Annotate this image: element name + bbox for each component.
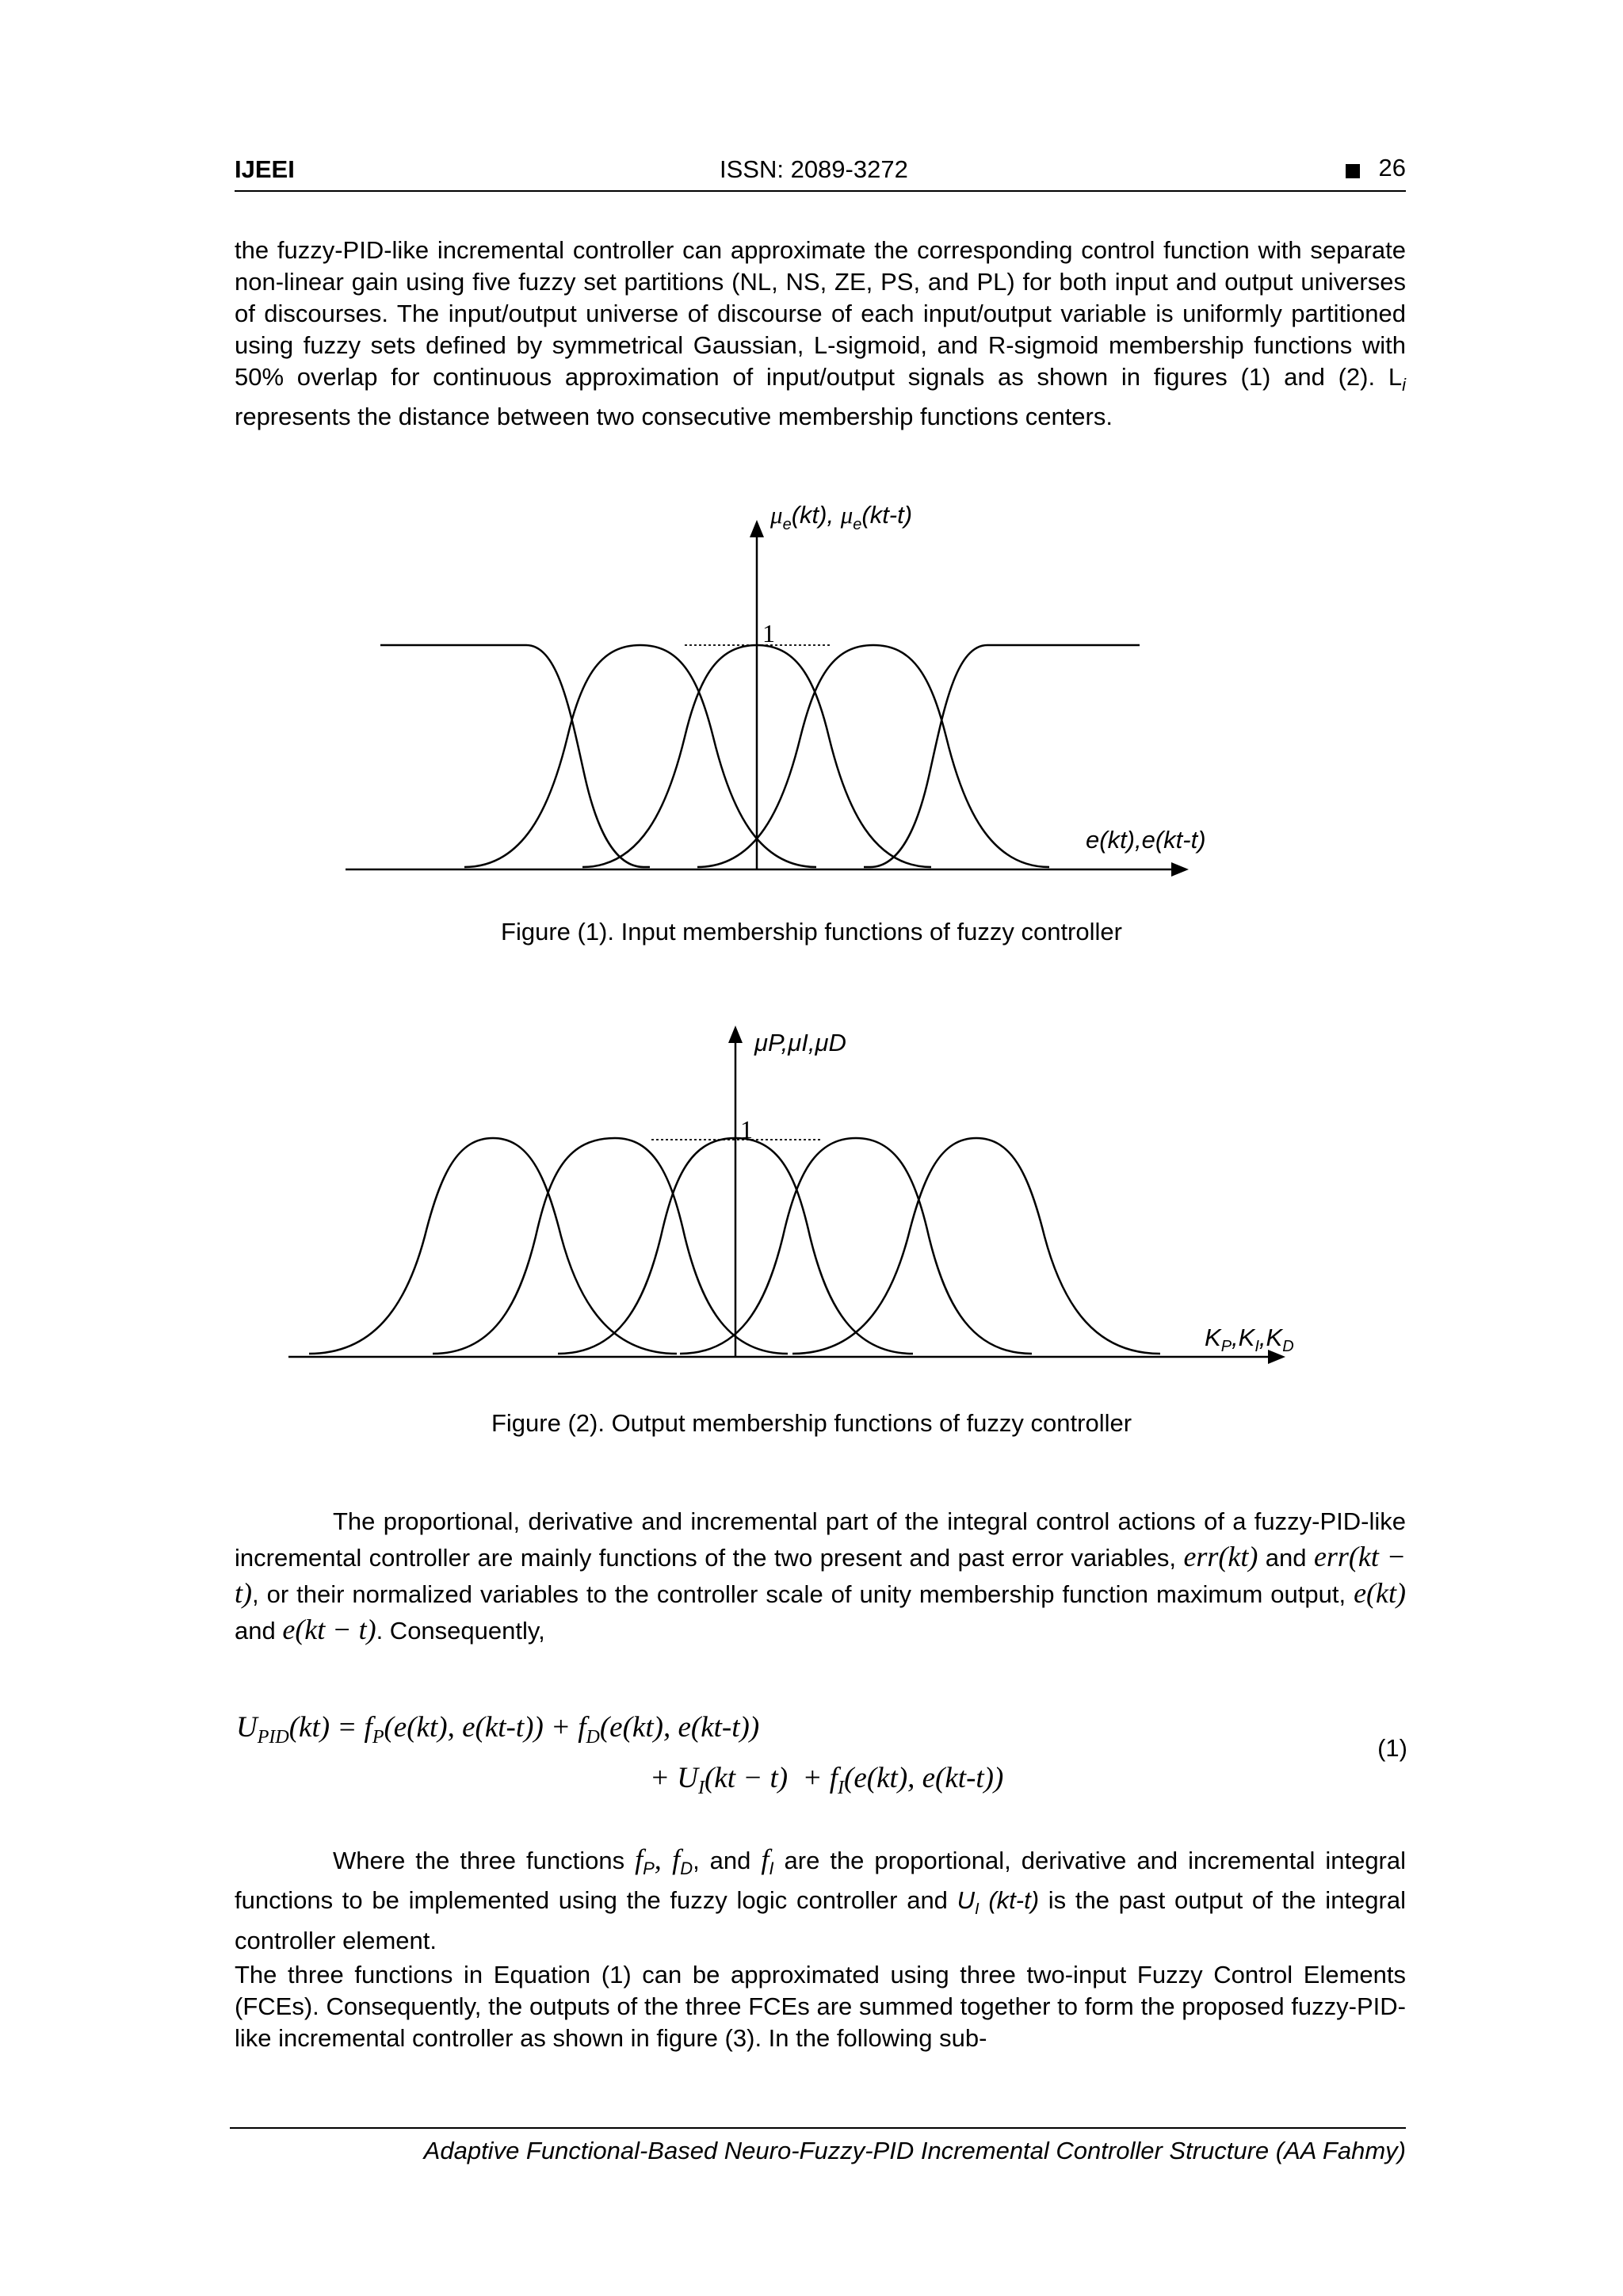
figure1-x-axis-label: e(kt),e(kt-t) — [1086, 826, 1206, 854]
para2-text4: and — [235, 1617, 283, 1645]
figure1-peak-label: 1 — [762, 619, 775, 648]
math-e-kt: e(kt) — [1354, 1577, 1406, 1609]
para3-text4: is the past output of the integral controller element. — [235, 1886, 1406, 1955]
intro-paragraph — [235, 235, 1406, 433]
figure1-caption: Figure (1). Input membership functions of fuzzy controller — [501, 918, 1122, 946]
equation-1-line1: $U_{PID}(kt) = f_P(e(kt)$, $e(kt-t)) + f_D(e(kt)$, e(kt-t)) — [236, 1711, 760, 1748]
math-fd-sub: D — [680, 1859, 693, 1879]
footer-title: Adaptive Functional-Based Neuro-Fuzzy-PID Incremental Controller Structure (AA Fahmy) — [423, 2137, 1406, 2164]
figure1-y-axis-label: $\mu_e(kt)$, $\mu_e(kt-t)$ — [770, 501, 913, 533]
para2-text1: The proportional, derivative and incremental part of the integral control actions of a fuzzy-PID-like incremental controller are mainly functions of the two present and past error variables, — [235, 1507, 1406, 1572]
functions-paragraph — [235, 1843, 1406, 1957]
math-err-kt: err(kt) — [1183, 1541, 1258, 1572]
figure1-x-arrow-icon — [1171, 862, 1189, 877]
para3-text3: are the proportional, derivative and incremental integral functions to be implemented using the fuzzy logic controller and — [235, 1847, 1407, 1915]
para2-text3: , or their normalized variables to the controller scale of unity membership function maximum output, — [252, 1580, 1354, 1608]
figure2-y-arrow-icon — [728, 1026, 743, 1043]
figure2-y-axis-label: μP,μI,μD — [754, 1029, 846, 1056]
math-ui-sub: I — [975, 1901, 980, 1919]
para3-text2: , and — [693, 1847, 762, 1874]
equation-1 — [235, 1704, 1407, 1815]
para3-text1: Where the three functions — [333, 1847, 636, 1874]
equation-1-line2: + $U_I(kt - t) + f_I(e(kt)$, e(kt-t)) — [650, 1762, 1004, 1798]
figure1-mf-NL-L-sigmoid — [380, 645, 650, 867]
page-header — [235, 154, 1406, 192]
figure2-mf-PS — [680, 1138, 1032, 1354]
figure1-mf-NS-gaussian — [464, 645, 816, 867]
figure2-x-axis-label: $K_P,K_I,K_D$ — [1205, 1324, 1294, 1355]
para1-text-b: represents the distance between two consecutive membership functions centers. — [235, 403, 1113, 431]
math-fp-sub: P — [643, 1859, 655, 1879]
figure1-plot — [0, 491, 1623, 904]
math-fi: f — [761, 1843, 769, 1875]
para1-L-sub: i — [1402, 375, 1406, 395]
math-err-kt-t: err(kt − t) — [235, 1541, 1406, 1609]
figure1-mf-PS-gaussian — [697, 645, 1049, 867]
figure2-mf-NL — [309, 1138, 677, 1354]
para1-text-a: the fuzzy-PID-like incremental controller can approximate the corresponding control function with separate non-linear gain using five fuzzy set partitions (NL, NS, ZE, PS, and PL) for both input and output universes of discourses. The input/output universe of discourse of each input/output variable is uniformly partitioned using fuzzy sets defined by symmetrical Gaussian, L-sigmoid, and R-sigmoid membership functions with 50% overlap for continuous approximation of input/output signals as shown in figures (1) and (2). L — [235, 236, 1406, 391]
figure2-mf-PL — [792, 1138, 1160, 1354]
error-variables-paragraph — [235, 1504, 1406, 1648]
page-marker-square-icon — [1346, 164, 1360, 178]
equation-1-number: (1) — [1377, 1734, 1407, 1762]
math-e-kt-t: e(kt − t) — [282, 1614, 376, 1645]
math-ui-arg: (kt-t) — [979, 1886, 1040, 1915]
figure2-plot — [0, 1014, 1623, 1387]
page-number: 26 — [1378, 154, 1406, 181]
math-fi-sub: I — [769, 1859, 774, 1879]
math-fd: , f — [654, 1843, 681, 1875]
journal-name: IJEEI — [235, 155, 295, 183]
fce-paragraph: The three functions in Equation (1) can be approximated using three two-input Fuzzy Control Elements (FCEs). Consequently, the outputs of the three FCEs are summed together to form the proposed fuzzy-PID-like incremental controller as shown in figure (3). In the following sub- — [235, 1961, 1406, 2052]
figure1-y-arrow-icon — [750, 520, 764, 537]
math-ui: U — [957, 1886, 976, 1915]
page-footer — [230, 2127, 1406, 2164]
figure2-peak-label: 1 — [740, 1115, 753, 1144]
figure2-caption: Figure (2). Output membership functions of fuzzy controller — [491, 1409, 1132, 1437]
math-fp: f — [635, 1843, 643, 1875]
para2-text2: and — [1258, 1544, 1314, 1572]
issn: ISSN: 2089-3272 — [720, 155, 908, 183]
para2-text5: . Consequently, — [376, 1617, 545, 1645]
